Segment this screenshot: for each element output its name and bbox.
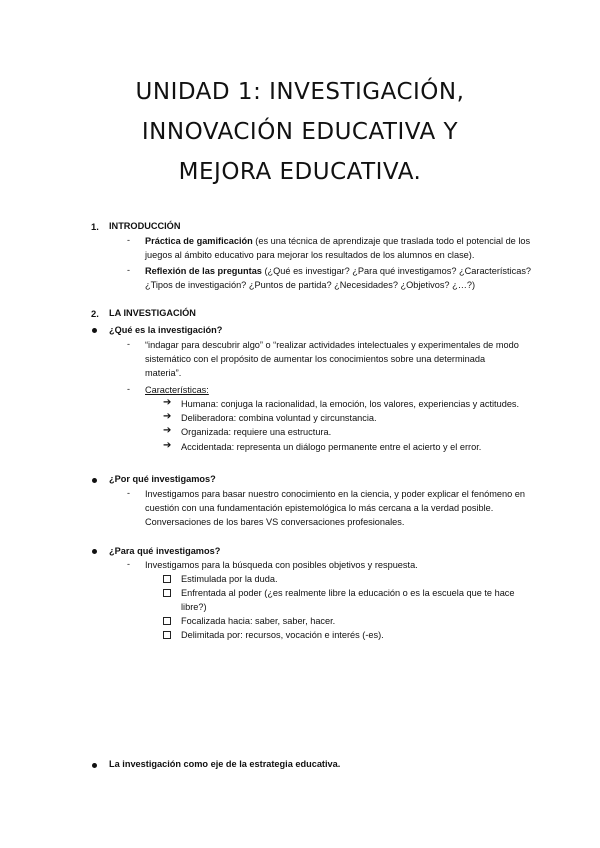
characteristic-1: Humana: conjuga la racionalidad, la emoción, los valores, experiencias y actitudes.: [181, 399, 520, 409]
purpose-item-2-cont: libre?): [181, 602, 207, 612]
section-1-heading: INTRODUCCIÓN: [109, 221, 181, 231]
intro-item-2-cont: ¿Tipos de investigación? ¿Puntos de partida? ¿Necesidades? ¿Objetivos? ¿…?): [145, 280, 476, 290]
characteristic-4: Accidentada: representa un diálogo permanente entre el acierto y el error.: [181, 442, 482, 452]
section-2-heading: LA INVESTIGACIÓN: [109, 308, 196, 318]
title-line-1: UNIDAD 1: INVESTIGACIÓN,: [135, 79, 465, 105]
definition-line-1: “indagar para descubrir algo” o “realizar actividades intelectuales y experimentales de modo: [145, 340, 519, 350]
arrow-right-icon: ➔: [163, 440, 172, 451]
question-why: ¿Por qué investigamos?: [109, 474, 216, 484]
question-what: ¿Qué es la investigación?: [109, 325, 223, 335]
definition-line-2: sistemático con el propósito de aumentar los conocimientos sobre una determinada: [145, 354, 486, 364]
dash-marker: -: [127, 235, 130, 245]
characteristics-label: Características:: [145, 385, 209, 395]
arrow-right-icon: ➔: [163, 397, 172, 408]
bullet-icon: [92, 328, 97, 333]
question-for-what: ¿Para qué investigamos?: [109, 546, 221, 556]
dash-marker: -: [127, 384, 130, 394]
intro-item-1: Práctica de gamificación (es una técnica de aprendizaje que traslada todo el potencial de los: [145, 236, 531, 246]
dash-marker: -: [127, 339, 130, 349]
dash-marker: -: [127, 559, 130, 569]
intro-item-1-cont: juegos al ámbito educativo para mejorar los resultados de los alumnos en clase).: [145, 250, 475, 260]
arrow-right-icon: ➔: [163, 411, 172, 422]
characteristic-3: Organizada: requiere una estructura.: [181, 427, 332, 437]
section-2-number: 2.: [91, 308, 99, 319]
why-line-3: Conversaciones de los bares VS conversaciones profesionales.: [145, 517, 405, 527]
dash-marker: -: [127, 265, 130, 275]
final-bullet: La investigación como eje de la estrategia educativa.: [109, 759, 341, 769]
bullet-icon: [92, 763, 97, 768]
checkbox-icon: [163, 589, 171, 597]
purpose-item-1: Estimulada por la duda.: [181, 574, 278, 584]
purpose-item-3: Focalizada hacia: saber, saber, hacer.: [181, 616, 336, 626]
document-title: [0, 72, 600, 192]
arrow-right-icon: ➔: [163, 425, 172, 436]
title-line-3: MEJORA EDUCATIVA.: [178, 159, 422, 185]
definition-line-3: materia”.: [145, 368, 182, 378]
checkbox-icon: [163, 631, 171, 639]
checkbox-icon: [163, 617, 171, 625]
purpose-item-2: Enfrentada al poder (¿es realmente libre la educación o es la escuela que te hace: [181, 588, 515, 598]
intro-item-2: Reflexión de las preguntas (¿Qué es investigar? ¿Para qué investigamos? ¿Características?: [145, 266, 532, 276]
purpose-item-4: Delimitada por: recursos, vocación e interés (-es).: [181, 630, 384, 640]
purpose-line: Investigamos para la búsqueda con posibles objetivos y respuesta.: [145, 560, 418, 570]
why-line-1: Investigamos para basar nuestro conocimiento en la ciencia, y poder explicar el fenómeno en: [145, 489, 525, 499]
bullet-icon: [92, 549, 97, 554]
section-1-number: 1.: [91, 221, 99, 232]
title-line-2: INNOVACIÓN EDUCATIVA Y: [141, 119, 459, 145]
checkbox-icon: [163, 575, 171, 583]
dash-marker: -: [127, 488, 130, 498]
why-line-2: cuestión con una fundamentación epistemológica lo más cercana a la verdad posible.: [145, 503, 494, 513]
bullet-icon: [92, 478, 97, 483]
characteristic-2: Deliberadora: combina voluntad y circunstancia.: [181, 413, 377, 423]
